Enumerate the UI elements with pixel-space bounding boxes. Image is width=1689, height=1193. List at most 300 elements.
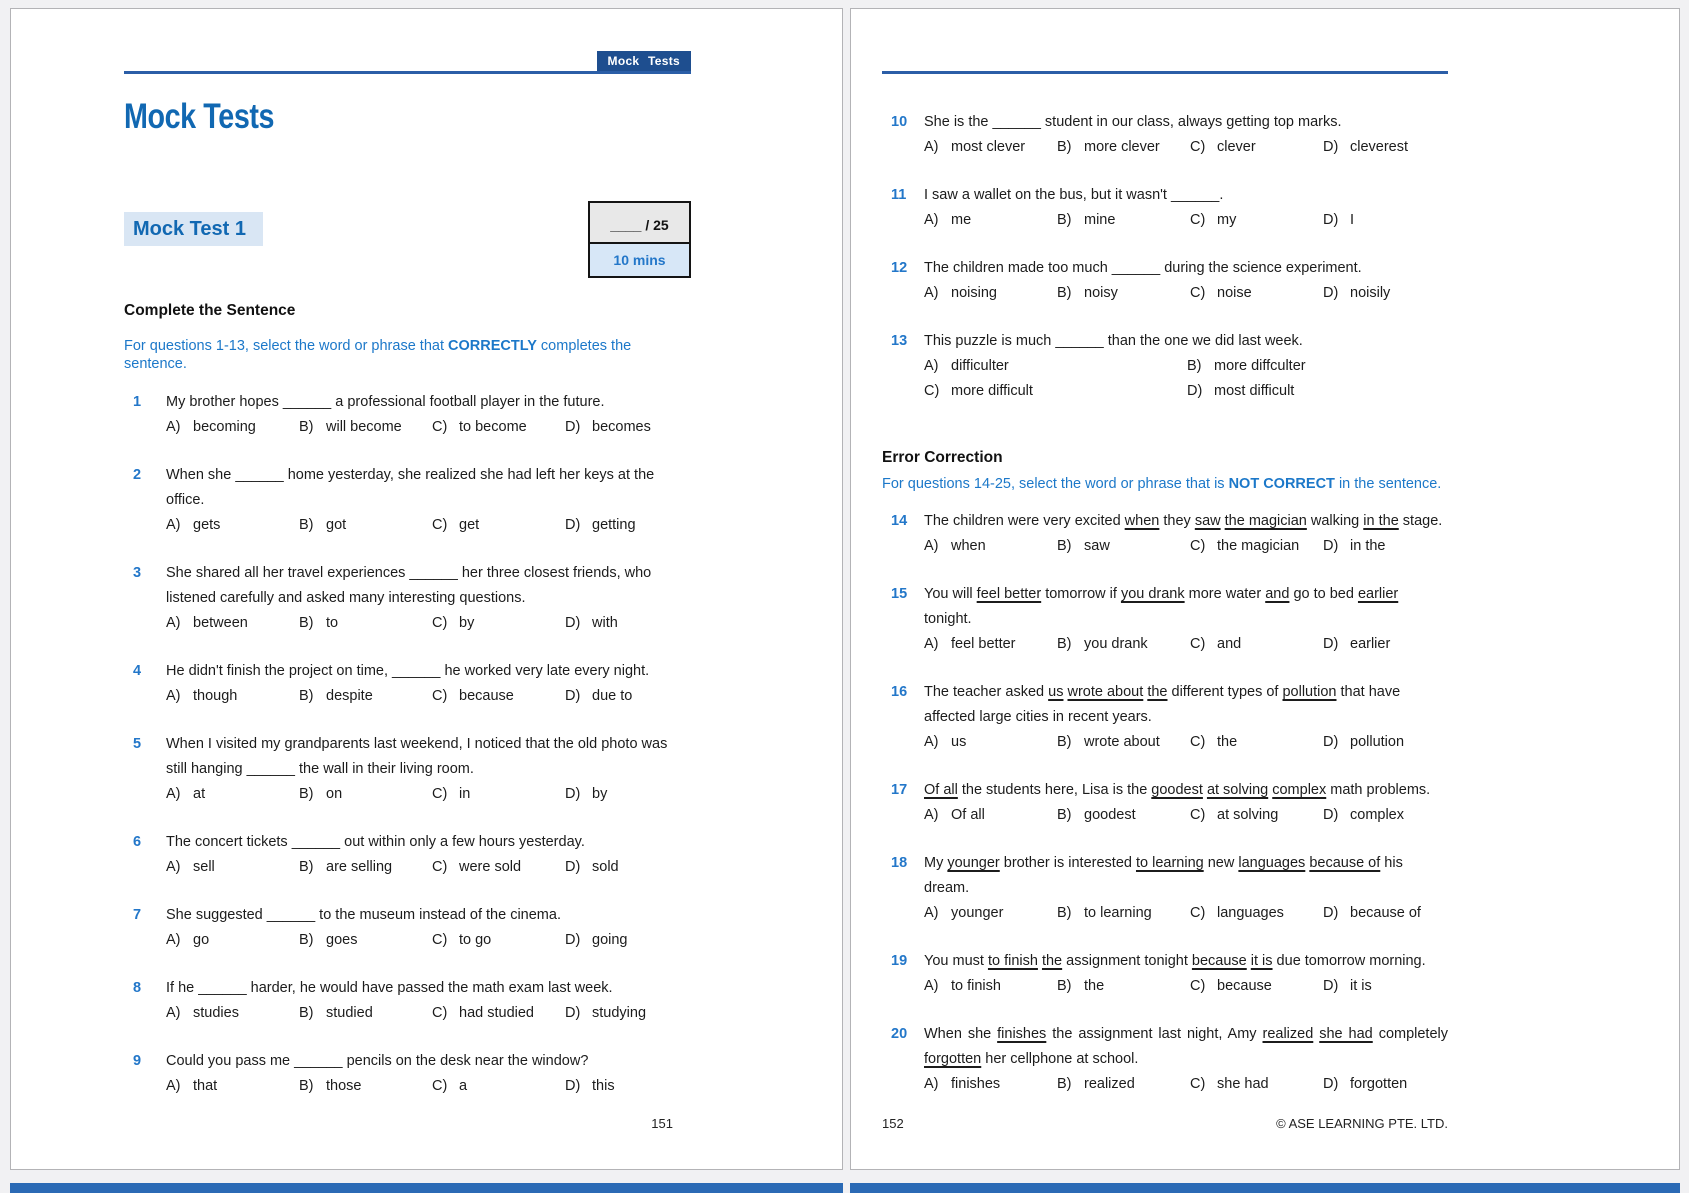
option-letter: A) bbox=[166, 1078, 181, 1094]
option-label: to go bbox=[459, 932, 492, 948]
option-label: at solving bbox=[1217, 807, 1279, 823]
option-label: when bbox=[951, 538, 986, 554]
option-letter: C) bbox=[1190, 905, 1206, 921]
underlined-phrase: feel better bbox=[976, 586, 1042, 602]
option-a bbox=[924, 632, 1057, 657]
option-letter: D) bbox=[565, 1078, 581, 1094]
question-14 bbox=[882, 509, 1448, 559]
option-b bbox=[1057, 901, 1190, 926]
option-a bbox=[166, 782, 299, 807]
option-label: Of all bbox=[951, 807, 985, 823]
question-3 bbox=[124, 561, 691, 636]
option-b bbox=[299, 415, 432, 440]
question-text: The concert tickets ______ out within only a few hours yesterday. bbox=[166, 834, 585, 850]
option-b bbox=[1057, 974, 1190, 999]
option-letter: B) bbox=[1057, 807, 1072, 823]
option-letter: B) bbox=[1057, 734, 1072, 750]
option-letter: C) bbox=[1190, 139, 1206, 155]
option-row bbox=[124, 684, 691, 709]
question-text: My younger brother is interested to learning new languages because of his dream. bbox=[924, 855, 1403, 896]
option-letter: C) bbox=[1190, 212, 1206, 228]
underlined-phrase: at solving bbox=[1206, 782, 1269, 798]
option-label: feel better bbox=[951, 636, 1016, 652]
option-c bbox=[432, 513, 565, 538]
page-footer-right bbox=[882, 1116, 1448, 1131]
option-letter: C) bbox=[1190, 734, 1206, 750]
option-label: sold bbox=[592, 859, 619, 875]
option-b bbox=[1057, 135, 1190, 160]
option-letter: B) bbox=[1057, 636, 1072, 652]
option-letter: D) bbox=[1323, 978, 1339, 994]
question-13 bbox=[882, 329, 1448, 404]
instruction-text: completes the sentence. bbox=[124, 338, 632, 372]
option-a bbox=[166, 611, 299, 636]
option-label: goes bbox=[326, 932, 358, 948]
option-b bbox=[1057, 730, 1190, 755]
question-number: 16 bbox=[891, 684, 908, 700]
question-12 bbox=[882, 256, 1448, 306]
option-b bbox=[1187, 354, 1306, 379]
score-box bbox=[588, 201, 691, 278]
option-b bbox=[299, 513, 432, 538]
question-number: 8 bbox=[133, 980, 142, 996]
option-c bbox=[1190, 803, 1323, 828]
underlined-phrase: the bbox=[1041, 953, 1063, 969]
option-letter: A) bbox=[924, 212, 939, 228]
question-text: My brother hopes ______ a professional football player in the future. bbox=[166, 394, 605, 410]
question-text: If he ______ harder, he would have passed the math exam last week. bbox=[166, 980, 613, 996]
option-letter: C) bbox=[432, 615, 448, 631]
option-letter: D) bbox=[565, 859, 581, 875]
option-letter: C) bbox=[1190, 285, 1206, 301]
option-d bbox=[1323, 901, 1421, 926]
underlined-phrase: to finish bbox=[987, 953, 1038, 969]
underlined-phrase: she had bbox=[1319, 1026, 1373, 1042]
copyright-notice: © ASE LEARNING PTE. LTD. bbox=[1276, 1116, 1448, 1131]
section-heading-complete: Complete the Sentence bbox=[124, 302, 296, 319]
option-letter: A) bbox=[924, 734, 939, 750]
question-20 bbox=[882, 1022, 1448, 1097]
underlined-phrase: us bbox=[1048, 684, 1064, 700]
test-title: Mock Test 1 bbox=[124, 212, 263, 246]
question-16 bbox=[882, 680, 1448, 755]
option-label: had studied bbox=[459, 1005, 534, 1021]
question-number: 10 bbox=[891, 114, 908, 130]
option-row bbox=[124, 1074, 691, 1099]
question-number: 19 bbox=[891, 953, 908, 969]
option-letter: D) bbox=[1323, 538, 1339, 554]
option-d bbox=[565, 782, 607, 807]
question-number: 7 bbox=[133, 907, 142, 923]
page-header-rule bbox=[124, 9, 691, 74]
option-label: it is bbox=[1350, 978, 1372, 994]
option-letter: C) bbox=[432, 419, 448, 435]
question-text: She shared all her travel experiences ______ her three closest friends, who listened carefully and asked many interesting questions. bbox=[166, 565, 652, 606]
option-a bbox=[166, 928, 299, 953]
option-label: were sold bbox=[459, 859, 522, 875]
option-a bbox=[166, 415, 299, 440]
option-label: me bbox=[951, 212, 972, 228]
option-b bbox=[1057, 1072, 1190, 1097]
page-number: 151 bbox=[651, 1116, 673, 1131]
question-number: 1 bbox=[133, 394, 142, 410]
option-label: noising bbox=[951, 285, 997, 301]
underlined-phrase: in the bbox=[1363, 513, 1399, 529]
option-label: studies bbox=[193, 1005, 239, 1021]
option-a bbox=[166, 855, 299, 880]
question-text: Of all the students here, Lisa is the goodest at solving complex math problems. bbox=[924, 782, 1431, 798]
underlined-phrase: finishes bbox=[997, 1026, 1047, 1042]
option-a bbox=[166, 1074, 299, 1099]
option-label: getting bbox=[592, 517, 636, 533]
instruction-text: For questions 1-13, select the word or phrase that bbox=[124, 338, 449, 354]
option-letter: A) bbox=[924, 636, 939, 652]
option-a bbox=[924, 208, 1057, 233]
option-d bbox=[565, 855, 619, 880]
question-6 bbox=[124, 830, 691, 880]
option-letter: C) bbox=[1190, 807, 1206, 823]
option-row bbox=[882, 208, 1448, 233]
option-letter: B) bbox=[299, 1005, 314, 1021]
option-letter: A) bbox=[924, 978, 939, 994]
option-letter: A) bbox=[166, 1005, 181, 1021]
underlined-phrase: Of all bbox=[924, 782, 958, 798]
option-d bbox=[1323, 730, 1404, 755]
option-label: to learning bbox=[1084, 905, 1152, 921]
option-label: studied bbox=[326, 1005, 373, 1021]
option-row bbox=[124, 611, 691, 636]
option-row bbox=[124, 782, 691, 807]
option-row bbox=[124, 415, 691, 440]
question-11 bbox=[882, 183, 1448, 233]
question-number: 14 bbox=[891, 513, 908, 529]
question-number: 6 bbox=[133, 834, 142, 850]
option-a bbox=[166, 684, 299, 709]
option-label: my bbox=[1217, 212, 1237, 228]
question-text: He didn't finish the project on time, ______ he worked very late every night. bbox=[166, 663, 650, 679]
chapter-tab: Mock Tests bbox=[597, 51, 691, 71]
question-text: I saw a wallet on the bus, but it wasn't ______. bbox=[924, 187, 1224, 203]
option-letter: A) bbox=[924, 358, 939, 374]
option-d bbox=[565, 513, 636, 538]
option-label: finishes bbox=[951, 1076, 1001, 1092]
page-footer-left bbox=[124, 1116, 691, 1131]
option-label: by bbox=[459, 615, 475, 631]
option-letter: B) bbox=[299, 859, 314, 875]
question-4 bbox=[124, 659, 691, 709]
option-letter: B) bbox=[1057, 978, 1072, 994]
page-header-rule bbox=[882, 9, 1448, 74]
option-row bbox=[882, 632, 1448, 657]
option-letter: A) bbox=[924, 905, 939, 921]
option-letter: D) bbox=[565, 419, 581, 435]
question-2 bbox=[124, 463, 691, 538]
option-c bbox=[1190, 534, 1323, 559]
option-letter: D) bbox=[1323, 636, 1339, 652]
option-label: forgotten bbox=[1350, 1076, 1408, 1092]
question-text: When I visited my grandparents last weekend, I noticed that the old photo was still hanging ______ the wall in their living room. bbox=[166, 736, 668, 777]
option-b bbox=[299, 684, 432, 709]
underlined-phrase: wrote about bbox=[1067, 684, 1144, 700]
option-label: and bbox=[1217, 636, 1242, 652]
option-label: languages bbox=[1217, 905, 1284, 921]
instruction-text: For questions 14-25, select the word or phrase that is bbox=[882, 476, 1229, 492]
option-letter: A) bbox=[924, 1076, 939, 1092]
page-right bbox=[850, 8, 1680, 1170]
option-c bbox=[432, 928, 565, 953]
option-letter: D) bbox=[1323, 734, 1339, 750]
option-letter: C) bbox=[432, 786, 448, 802]
option-c bbox=[1190, 632, 1323, 657]
instruction-keyword: CORRECTLY bbox=[448, 338, 537, 354]
option-d bbox=[1187, 379, 1294, 404]
option-letter: B) bbox=[1057, 285, 1072, 301]
option-label: studying bbox=[592, 1005, 647, 1021]
option-label: though bbox=[193, 688, 238, 704]
question-text: The children made too much ______ during the science experiment. bbox=[924, 260, 1362, 276]
option-letter: B) bbox=[1057, 139, 1072, 155]
option-c bbox=[1190, 208, 1323, 233]
option-letter: A) bbox=[924, 285, 939, 301]
option-letter: A) bbox=[166, 859, 181, 875]
question-17 bbox=[882, 778, 1448, 828]
instruction-keyword: NOT CORRECT bbox=[1228, 476, 1335, 492]
option-label: the magician bbox=[1217, 538, 1300, 554]
option-label: with bbox=[592, 615, 618, 631]
option-c bbox=[1190, 1072, 1323, 1097]
question-text: The children were very excited when they saw the magician walking in the stage. bbox=[924, 513, 1443, 529]
option-d bbox=[1323, 632, 1390, 657]
underlined-phrase: pollution bbox=[1282, 684, 1337, 700]
option-d bbox=[1323, 1072, 1407, 1097]
option-c bbox=[432, 1074, 565, 1099]
question-18 bbox=[882, 851, 1448, 926]
question-text: When she finishes the assignment last night, Amy realized she had completely forgotten her cellphone at school. bbox=[924, 1026, 1448, 1067]
option-row bbox=[124, 928, 691, 953]
option-letter: D) bbox=[565, 932, 581, 948]
option-d bbox=[565, 1074, 615, 1099]
option-b bbox=[299, 611, 432, 636]
question-text: This puzzle is much ______ than the one we did last week. bbox=[924, 333, 1303, 349]
next-page-edge-left bbox=[10, 1183, 843, 1193]
option-letter: C) bbox=[1190, 978, 1206, 994]
option-label: more diffculter bbox=[1214, 358, 1306, 374]
option-c bbox=[432, 415, 565, 440]
option-label: the bbox=[1217, 734, 1238, 750]
question-text: She suggested ______ to the museum instead of the cinema. bbox=[166, 907, 561, 923]
question-7 bbox=[124, 903, 691, 953]
question-text: You must to finish the assignment tonight because it is due tomorrow morning. bbox=[924, 953, 1426, 969]
option-label: to bbox=[326, 615, 339, 631]
option-a bbox=[166, 1001, 299, 1026]
question-text: The teacher asked us wrote about the different types of pollution that have affected large cities in recent years. bbox=[924, 684, 1401, 725]
option-row bbox=[882, 901, 1448, 926]
option-letter: B) bbox=[299, 786, 314, 802]
option-letter: D) bbox=[565, 1005, 581, 1021]
option-label: difficulter bbox=[951, 358, 1009, 374]
option-row bbox=[882, 803, 1448, 828]
underlined-phrase: saw bbox=[1194, 513, 1221, 529]
option-row bbox=[882, 354, 1448, 379]
page-number: 152 bbox=[882, 1116, 904, 1131]
section-instruction-error bbox=[882, 475, 1448, 493]
instruction-text: in the sentence. bbox=[1334, 476, 1442, 492]
option-d bbox=[1323, 281, 1390, 306]
option-letter: A) bbox=[166, 419, 181, 435]
question-number: 2 bbox=[133, 467, 142, 483]
option-label: most difficult bbox=[1214, 383, 1295, 399]
underlined-phrase: realized bbox=[1262, 1026, 1314, 1042]
option-c bbox=[1190, 974, 1323, 999]
option-label: because bbox=[459, 688, 514, 704]
chapter-title: Mock Tests bbox=[124, 97, 275, 136]
option-label: younger bbox=[951, 905, 1004, 921]
option-row bbox=[124, 513, 691, 538]
option-label: gets bbox=[193, 517, 221, 533]
option-b bbox=[1057, 281, 1190, 306]
option-letter: C) bbox=[432, 859, 448, 875]
option-a bbox=[924, 901, 1057, 926]
option-letter: B) bbox=[299, 517, 314, 533]
underlined-phrase: the bbox=[1147, 684, 1168, 700]
option-letter: C) bbox=[432, 1005, 448, 1021]
underlined-phrase: goodest bbox=[1151, 782, 1203, 798]
question-number: 15 bbox=[891, 586, 908, 602]
option-row bbox=[882, 135, 1448, 160]
question-5 bbox=[124, 732, 691, 807]
question-text: You will feel better tomorrow if you drank more water and go to bed earlier tonight. bbox=[924, 586, 1399, 627]
question-text: When she ______ home yesterday, she realized she had left her keys at the office. bbox=[166, 467, 655, 508]
option-letter: C) bbox=[1190, 1076, 1206, 1092]
option-label: becomes bbox=[592, 419, 651, 435]
option-label: becoming bbox=[193, 419, 256, 435]
question-number: 9 bbox=[133, 1053, 142, 1069]
option-letter: B) bbox=[299, 688, 314, 704]
option-row bbox=[882, 534, 1448, 559]
option-label: pollution bbox=[1350, 734, 1405, 750]
option-label: go bbox=[193, 932, 210, 948]
option-label: most clever bbox=[951, 139, 1026, 155]
underlined-phrase: younger bbox=[947, 855, 1000, 871]
question-number: 11 bbox=[891, 187, 907, 203]
option-label: to finish bbox=[951, 978, 1001, 994]
option-d bbox=[1323, 803, 1404, 828]
question-8 bbox=[124, 976, 691, 1026]
underlined-phrase: the magician bbox=[1224, 513, 1307, 529]
option-letter: D) bbox=[1323, 285, 1339, 301]
option-label: the bbox=[1084, 978, 1105, 994]
question-number: 20 bbox=[891, 1026, 908, 1042]
option-d bbox=[565, 415, 651, 440]
option-letter: B) bbox=[299, 932, 314, 948]
question-list-left bbox=[124, 390, 691, 1099]
underlined-phrase: when bbox=[1124, 513, 1160, 529]
question-15 bbox=[882, 582, 1448, 657]
question-number: 17 bbox=[891, 782, 908, 798]
option-letter: D) bbox=[1323, 1076, 1339, 1092]
option-c bbox=[1190, 281, 1323, 306]
question-text: She is the ______ student in our class, always getting top marks. bbox=[924, 114, 1342, 130]
option-a bbox=[924, 974, 1057, 999]
option-a bbox=[924, 281, 1057, 306]
option-letter: C) bbox=[432, 517, 448, 533]
underlined-phrase: earlier bbox=[1357, 586, 1399, 602]
option-row bbox=[882, 379, 1448, 404]
underlined-phrase: complex bbox=[1272, 782, 1327, 798]
option-d bbox=[565, 1001, 646, 1026]
option-letter: D) bbox=[1187, 383, 1203, 399]
question-10 bbox=[882, 110, 1448, 160]
option-letter: C) bbox=[1190, 538, 1206, 554]
option-label: earlier bbox=[1350, 636, 1391, 652]
option-label: between bbox=[193, 615, 248, 631]
question-number: 13 bbox=[891, 333, 908, 349]
underlined-phrase: forgotten bbox=[924, 1051, 982, 1067]
option-label: realized bbox=[1084, 1076, 1135, 1092]
question-19 bbox=[882, 949, 1448, 999]
option-letter: C) bbox=[432, 688, 448, 704]
option-label: noisily bbox=[1350, 285, 1391, 301]
option-d bbox=[565, 684, 632, 709]
option-c bbox=[1190, 730, 1323, 755]
option-row bbox=[882, 974, 1448, 999]
option-label: due to bbox=[592, 688, 633, 704]
page-left-content bbox=[124, 9, 691, 1122]
option-letter: A) bbox=[924, 538, 939, 554]
option-label: clever bbox=[1217, 139, 1256, 155]
option-label: because bbox=[1217, 978, 1272, 994]
option-label: more clever bbox=[1084, 139, 1160, 155]
question-9 bbox=[124, 1049, 691, 1099]
option-letter: B) bbox=[299, 419, 314, 435]
option-label: cleverest bbox=[1350, 139, 1409, 155]
option-b bbox=[1057, 534, 1190, 559]
option-label: get bbox=[459, 517, 480, 533]
option-label: noisy bbox=[1084, 285, 1118, 301]
option-c bbox=[432, 611, 565, 636]
question-number: 3 bbox=[133, 565, 142, 581]
option-d bbox=[565, 611, 618, 636]
question-list-right-bottom bbox=[882, 509, 1448, 1097]
underlined-phrase: you drank bbox=[1120, 586, 1185, 602]
underlined-phrase: languages bbox=[1238, 855, 1306, 871]
option-label: sell bbox=[193, 859, 215, 875]
option-d bbox=[565, 928, 627, 953]
option-letter: B) bbox=[1057, 212, 1072, 228]
option-label: got bbox=[326, 517, 347, 533]
question-number: 18 bbox=[891, 855, 908, 871]
option-label: at bbox=[193, 786, 206, 802]
option-letter: A) bbox=[924, 139, 939, 155]
option-a bbox=[924, 803, 1057, 828]
option-c bbox=[432, 684, 565, 709]
option-b bbox=[1057, 803, 1190, 828]
option-letter: A) bbox=[166, 786, 181, 802]
question-number: 12 bbox=[891, 260, 908, 276]
option-row bbox=[882, 281, 1448, 306]
option-letter: A) bbox=[166, 615, 181, 631]
option-label: more difficult bbox=[951, 383, 1033, 399]
section-instruction-complete bbox=[124, 337, 691, 373]
question-number: 4 bbox=[133, 663, 142, 679]
option-letter: B) bbox=[1057, 538, 1072, 554]
option-letter: D) bbox=[565, 615, 581, 631]
option-b bbox=[299, 1074, 432, 1099]
option-letter: D) bbox=[565, 517, 581, 533]
option-label: on bbox=[326, 786, 343, 802]
option-label: in the bbox=[1350, 538, 1386, 554]
option-label: by bbox=[592, 786, 608, 802]
